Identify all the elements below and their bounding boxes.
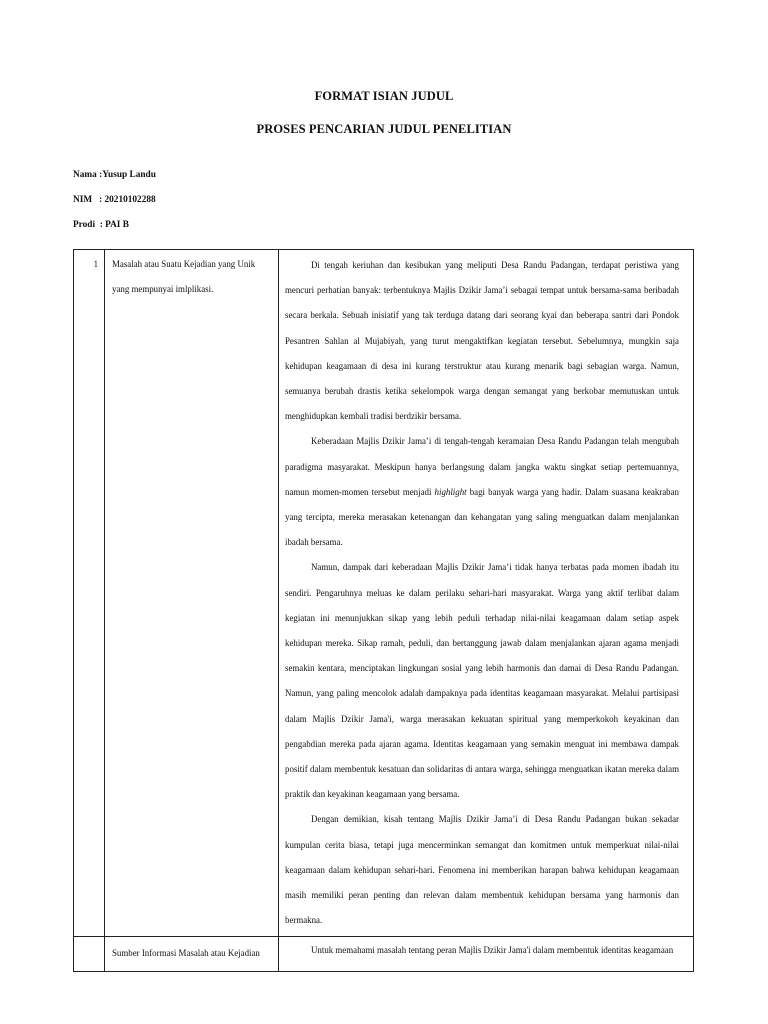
- paragraph-text: Keberadaan Majlis Dzikir Jama’i di tengah-tengah keramaian Desa Randu Padangan telah mengubah paradigma masyarakat. Meskipun hanya berlangsung dalam jangka waktu singkat setiap pertemuannya, namun momen-momen tersebut menjadi: [285, 436, 679, 497]
- title-search-table: [73, 249, 694, 972]
- document-title: FORMAT ISIAN JUDUL: [314, 89, 454, 103]
- nim-value: 20210102288: [104, 195, 156, 205]
- row-number: 1: [74, 250, 105, 937]
- description-paragraph: Untuk memahami masalah tentang peran Majlis Dzikir Jama'i dalam membentuk identitas keagamaan: [311, 945, 674, 955]
- prodi-value: PAI B: [105, 220, 129, 230]
- name-value: Yusup Landu: [102, 170, 156, 180]
- table-row: [74, 250, 694, 937]
- row-item-label: Masalah atau Suatu Kejadian yang Unik yang mempunyai imlplikasi.: [112, 259, 256, 294]
- description-paragraph: Di tengah keriuhan dan kesibukan yang meliputi Desa Randu Padangan, terdapat peristiwa yang mencuri perhatian banyak: terbentuknya Majlis Dzikir Jama’i sebagai tempat untuk bersama-sama beribadah secara berkala. Sebuah inisiatif yang tak terduga datang dari seorang kyai dan beberapa santri dari Pondok Pesantren Sahlan al Mujabiyah, yang turut mengaktifkan kegiatan tersebut. Sebelumnya, mungkin saja kehidupan keagamaan di desa ini kurang terstruktur atau kurang menarik bagi sebagian warga. Namun, semuanya berubah drastis ketika sekelompok warga dengan semangat yang berkobar memutuskan untuk menghidupkan kembali tradisi berdzikir bersama.: [285, 260, 679, 422]
- italic-term: highlight: [434, 486, 467, 497]
- row-item-label: Sumber Informasi Masalah atau Kejadian: [112, 948, 260, 958]
- nim-field: [73, 195, 156, 205]
- prodi-label: Prodi :: [73, 220, 106, 230]
- paragraph-text: bagi banyak warga yang hadir. Dalam suasana keakraban yang tercipta, mereka merasakan ketenangan dan kehangatan yang saling menguatkan dalam menjalankan ibadah bersama.: [285, 486, 679, 548]
- description-paragraph: [285, 429, 679, 555]
- row-description-cell: [279, 937, 694, 972]
- description-paragraph: Dengan demikian, kisah tentang Majlis Dzikir Jama’i di Desa Randu Padangan bukan sekadar kumpulan cerita biasa, tetapi juga mencerminkan semangat dan komitmen untuk memperkuat nilai-nilai keagamaan dalam kehidupan sehari-hari. Fenomena ini memberikan harapan bahwa kehidupan keagamaan masih memiliki peran penting dan relevan dalam membentuk kehidupan bersama yang harmonis dan bermakna.: [285, 814, 679, 926]
- name-label: Nama :: [73, 170, 103, 180]
- prodi-field: [73, 220, 129, 230]
- row-item-cell: [105, 937, 279, 972]
- row-description-cell: [279, 250, 694, 937]
- nim-label: NIM :: [73, 195, 105, 205]
- row-item-cell: [105, 250, 279, 937]
- row-number: [74, 937, 105, 972]
- table-row: [74, 937, 694, 972]
- name-field: [73, 170, 156, 180]
- description-paragraph: Namun, dampak dari keberadaan Majlis Dzikir Jama’i tidak hanya terbatas pada momen ibadah itu sendiri. Pengaruhnya meluas ke dalam perilaku sehari-hari masyarakat. Warga yang aktif terlibat dalam kegiatan ini menunjukkan sikap yang lebih peduli terhadap nilai-nilai keagamaan dalam setiap aspek kehidupan mereka. Sikap ramah, peduli, dan bertanggung jawab dalam menjalankan ajaran agama menjadi semakin kentara, menciptakan lingkungan sosial yang lebih harmonis dan damai di Desa Randu Padangan. Namun, yang paling mencolok adalah dampaknya pada identitas keagamaan masyarakat. Melalui partisipasi dalam Majlis Dzikir Jama'i, warga merasakan kekuatan spiritual yang memperkokoh keyakinan dan pengabdian mereka pada ajaran agama. Identitas keagamaan yang semakin menguat ini membawa dampak positif dalam membentuk kesatuan dan solidaritas di antara warga, sehingga menguatkan ikatan mereka dalam praktik dan keyakinan keagamaan yang bersama.: [285, 562, 679, 800]
- document-subtitle: PROSES PENCARIAN JUDUL PENELITIAN: [256, 122, 512, 136]
